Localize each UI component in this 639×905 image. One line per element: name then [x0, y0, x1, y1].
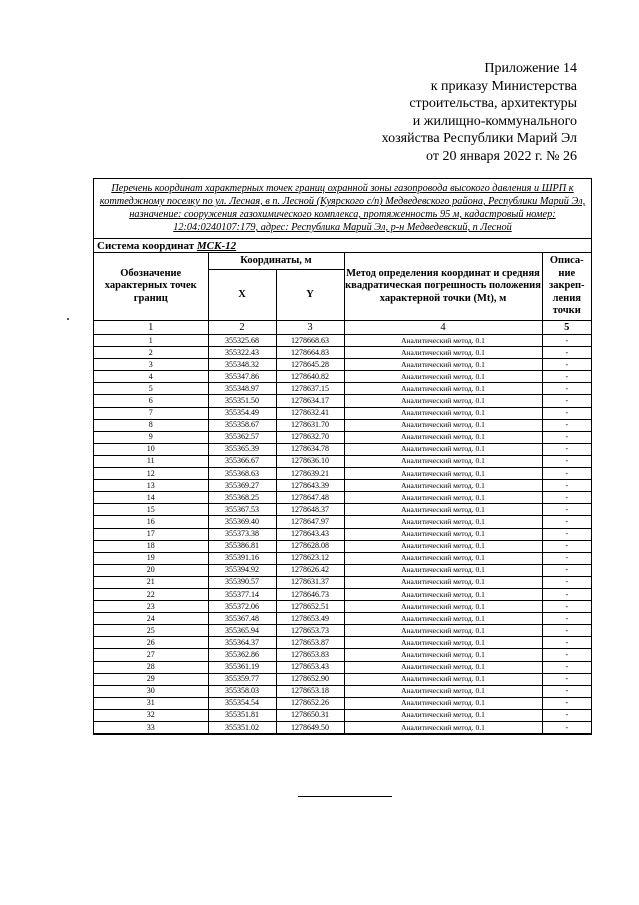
x-coordinate-cell: 355362.86 [208, 649, 276, 661]
y-coordinate-cell: 1278664.83 [276, 347, 344, 359]
method-cell: Аналитический метод. 0.1 [344, 359, 542, 371]
y-coordinate-cell: 1278668.63 [276, 335, 344, 347]
point-number-cell: 10 [94, 443, 208, 455]
column-number-row [94, 321, 591, 335]
table-row [94, 347, 591, 359]
y-coordinate-cell: 1278632.41 [276, 407, 344, 419]
x-coordinate-cell: 355359.77 [208, 673, 276, 685]
x-coordinate-cell: 355322.43 [208, 347, 276, 359]
y-coordinate-cell: 1278631.70 [276, 419, 344, 431]
table-body [94, 335, 591, 734]
point-number-cell: 6 [94, 395, 208, 407]
point-number-cell: 24 [94, 613, 208, 625]
point-number-cell: 3 [94, 359, 208, 371]
method-cell: Аналитический метод. 0.1 [344, 697, 542, 709]
y-coordinate-cell: 1278653.49 [276, 613, 344, 625]
fixing-cell: - [542, 576, 591, 588]
y-coordinate-cell: 1278640.82 [276, 371, 344, 383]
header-row-1 [94, 253, 591, 270]
point-number-cell: 28 [94, 661, 208, 673]
table-row [94, 443, 591, 455]
fixing-cell: - [542, 492, 591, 504]
fixing-cell: - [542, 613, 591, 625]
point-number-cell: 27 [94, 649, 208, 661]
point-number-cell: 1 [94, 335, 208, 347]
method-cell: Аналитический метод. 0.1 [344, 347, 542, 359]
coordinates-table [94, 239, 591, 734]
point-number-cell: 5 [94, 383, 208, 395]
x-coordinate-cell: 355369.27 [208, 480, 276, 492]
fixing-cell: - [542, 685, 591, 697]
scan-dot [67, 318, 69, 320]
x-coordinate-cell: 355394.92 [208, 564, 276, 576]
fixing-cell: - [542, 516, 591, 528]
x-coordinate-cell: 355351.50 [208, 395, 276, 407]
y-coordinate-cell: 1278634.78 [276, 443, 344, 455]
point-number-cell: 29 [94, 673, 208, 685]
coordinate-system-row [94, 239, 591, 253]
table-row [94, 637, 591, 649]
y-coordinate-cell: 1278649.50 [276, 722, 344, 734]
table-row [94, 359, 591, 371]
y-coordinate-cell: 1278653.73 [276, 625, 344, 637]
appendix-line: к приказу Министерства [430, 78, 577, 94]
y-coordinate-cell: 1278652.26 [276, 697, 344, 709]
column-number: 2 [208, 321, 276, 335]
appendix-line: Приложение 14 [484, 61, 577, 76]
coordinate-system-label: Система координат [97, 239, 197, 252]
method-cell: Аналитический метод. 0.1 [344, 335, 542, 347]
table-row [94, 419, 591, 431]
table-row [94, 468, 591, 480]
y-coordinate-cell: 1278647.97 [276, 516, 344, 528]
y-coordinate-cell: 1278623.12 [276, 552, 344, 564]
y-coordinate-cell: 1278626.42 [276, 564, 344, 576]
method-cell: Аналитический метод. 0.1 [344, 625, 542, 637]
coordinate-system-cell [94, 239, 591, 253]
method-cell: Аналитический метод. 0.1 [344, 504, 542, 516]
point-number-cell: 30 [94, 685, 208, 697]
method-cell: Аналитический метод. 0.1 [344, 673, 542, 685]
fixing-cell: - [542, 419, 591, 431]
method-cell: Аналитический метод. 0.1 [344, 661, 542, 673]
method-cell: Аналитический метод. 0.1 [344, 492, 542, 504]
fixing-cell: - [542, 407, 591, 419]
x-coordinate-cell: 355372.06 [208, 601, 276, 613]
column-number: 4 [344, 321, 542, 335]
x-coordinate-cell: 355365.39 [208, 443, 276, 455]
fixing-cell: - [542, 625, 591, 637]
table-row [94, 709, 591, 721]
appendix-line: хозяйства Республики Марий Эл [381, 131, 577, 146]
table-row [94, 540, 591, 552]
fixing-cell: - [542, 673, 591, 685]
table-row [94, 673, 591, 685]
column-number: 1 [94, 321, 208, 335]
fixing-cell: - [542, 709, 591, 721]
point-number-cell: 31 [94, 697, 208, 709]
method-cell: Аналитический метод. 0.1 [344, 419, 542, 431]
point-number-cell: 19 [94, 552, 208, 564]
method-cell: Аналитический метод. 0.1 [344, 528, 542, 540]
point-number-cell: 14 [94, 492, 208, 504]
method-cell: Аналитический метод. 0.1 [344, 540, 542, 552]
method-cell: Аналитический метод. 0.1 [344, 407, 542, 419]
fixing-cell: - [542, 601, 591, 613]
x-coordinate-cell: 355367.53 [208, 504, 276, 516]
appendix-line: и жилищно-коммунального [412, 113, 577, 129]
table-row [94, 492, 591, 504]
y-coordinate-cell: 1278636.10 [276, 455, 344, 467]
method-cell: Аналитический метод. 0.1 [344, 468, 542, 480]
appendix-line: от 20 января 2022 г. № 26 [426, 148, 577, 164]
method-cell: Аналитический метод. 0.1 [344, 613, 542, 625]
table-row [94, 564, 591, 576]
column-number: 3 [276, 321, 344, 335]
fixing-cell: - [542, 637, 591, 649]
point-number-cell: 7 [94, 407, 208, 419]
point-number-cell: 12 [94, 468, 208, 480]
point-number-cell: 8 [94, 419, 208, 431]
point-number-cell: 17 [94, 528, 208, 540]
method-cell: Аналитический метод. 0.1 [344, 576, 542, 588]
x-coordinate-cell: 355362.57 [208, 431, 276, 443]
fixing-cell: - [542, 395, 591, 407]
coordinate-system-value: МСК-12 [196, 239, 237, 252]
point-number-cell: 20 [94, 564, 208, 576]
fixing-cell: - [542, 540, 591, 552]
x-coordinate-cell: 355373.38 [208, 528, 276, 540]
fixing-cell: - [542, 371, 591, 383]
table-row [94, 722, 591, 734]
fixing-cell: - [542, 468, 591, 480]
method-cell: Аналитический метод. 0.1 [344, 383, 542, 395]
x-coordinate-cell: 355391.16 [208, 552, 276, 564]
fixing-cell: - [542, 649, 591, 661]
header-y: Y [276, 270, 344, 321]
header-point: Обозначение характерных точек границ [94, 253, 208, 321]
x-coordinate-cell: 355351.81 [208, 709, 276, 721]
table-row [94, 480, 591, 492]
y-coordinate-cell: 1278653.18 [276, 685, 344, 697]
y-coordinate-cell: 1278650.31 [276, 709, 344, 721]
method-cell: Аналитический метод. 0.1 [344, 455, 542, 467]
method-cell: Аналитический метод. 0.1 [344, 722, 542, 734]
header-fixing: Описа-ние закреп-ления точки [542, 253, 591, 321]
point-number-cell: 23 [94, 601, 208, 613]
fixing-cell: - [542, 552, 591, 564]
appendix-line: строительства, архитектуры [409, 96, 577, 111]
y-coordinate-cell: 1278648.37 [276, 504, 344, 516]
fixing-cell: - [542, 443, 591, 455]
x-coordinate-cell: 355365.94 [208, 625, 276, 637]
method-cell: Аналитический метод. 0.1 [344, 564, 542, 576]
x-coordinate-cell: 355377.14 [208, 588, 276, 600]
fixing-cell: - [542, 359, 591, 371]
y-coordinate-cell: 1278647.48 [276, 492, 344, 504]
point-number-cell: 25 [94, 625, 208, 637]
table-row [94, 649, 591, 661]
point-number-cell: 15 [94, 504, 208, 516]
method-cell: Аналитический метод. 0.1 [344, 552, 542, 564]
table-row [94, 697, 591, 709]
x-coordinate-cell: 355368.25 [208, 492, 276, 504]
y-coordinate-cell: 1278653.43 [276, 661, 344, 673]
x-coordinate-cell: 355386.81 [208, 540, 276, 552]
x-coordinate-cell: 355325.68 [208, 335, 276, 347]
fixing-cell: - [542, 588, 591, 600]
point-number-cell: 21 [94, 576, 208, 588]
y-coordinate-cell: 1278628.08 [276, 540, 344, 552]
x-coordinate-cell: 355361.19 [208, 661, 276, 673]
fixing-cell: - [542, 455, 591, 467]
y-coordinate-cell: 1278652.90 [276, 673, 344, 685]
point-number-cell: 2 [94, 347, 208, 359]
method-cell: Аналитический метод. 0.1 [344, 395, 542, 407]
y-coordinate-cell: 1278637.15 [276, 383, 344, 395]
method-cell: Аналитический метод. 0.1 [344, 649, 542, 661]
method-cell: Аналитический метод. 0.1 [344, 516, 542, 528]
point-number-cell: 4 [94, 371, 208, 383]
point-number-cell: 26 [94, 637, 208, 649]
point-number-cell: 16 [94, 516, 208, 528]
table-row [94, 685, 591, 697]
y-coordinate-cell: 1278645.28 [276, 359, 344, 371]
method-cell: Аналитический метод. 0.1 [344, 601, 542, 613]
column-number: 5 [542, 321, 591, 335]
header-x: X [208, 270, 276, 321]
method-cell: Аналитический метод. 0.1 [344, 637, 542, 649]
fixing-cell: - [542, 335, 591, 347]
fixing-cell: - [542, 697, 591, 709]
method-cell: Аналитический метод. 0.1 [344, 480, 542, 492]
coordinates-document [93, 178, 592, 735]
x-coordinate-cell: 355354.49 [208, 407, 276, 419]
table-row [94, 625, 591, 637]
point-number-cell: 18 [94, 540, 208, 552]
y-coordinate-cell: 1278631.37 [276, 576, 344, 588]
method-cell: Аналитический метод. 0.1 [344, 443, 542, 455]
header-coordinates: Координаты, м [208, 253, 344, 270]
y-coordinate-cell: 1278653.87 [276, 637, 344, 649]
y-coordinate-cell: 1278646.73 [276, 588, 344, 600]
x-coordinate-cell: 355367.48 [208, 613, 276, 625]
method-cell: Аналитический метод. 0.1 [344, 685, 542, 697]
x-coordinate-cell: 355354.54 [208, 697, 276, 709]
y-coordinate-cell: 1278653.83 [276, 649, 344, 661]
fixing-cell: - [542, 528, 591, 540]
method-cell: Аналитический метод. 0.1 [344, 709, 542, 721]
fixing-cell: - [542, 661, 591, 673]
y-coordinate-cell: 1278632.70 [276, 431, 344, 443]
fixing-cell: - [542, 504, 591, 516]
table-row [94, 552, 591, 564]
method-cell: Аналитический метод. 0.1 [344, 588, 542, 600]
fixing-cell: - [542, 722, 591, 734]
fixing-cell: - [542, 383, 591, 395]
y-coordinate-cell: 1278634.17 [276, 395, 344, 407]
table-row [94, 588, 591, 600]
x-coordinate-cell: 355368.63 [208, 468, 276, 480]
table-row [94, 661, 591, 673]
x-coordinate-cell: 355358.67 [208, 419, 276, 431]
table-row [94, 516, 591, 528]
table-row [94, 601, 591, 613]
x-coordinate-cell: 355369.40 [208, 516, 276, 528]
x-coordinate-cell: 355348.97 [208, 383, 276, 395]
method-cell: Аналитический метод. 0.1 [344, 431, 542, 443]
fixing-cell: - [542, 564, 591, 576]
table-row [94, 383, 591, 395]
table-row [94, 371, 591, 383]
table-row [94, 335, 591, 347]
table-row [94, 613, 591, 625]
table-row [94, 455, 591, 467]
y-coordinate-cell: 1278652.51 [276, 601, 344, 613]
point-number-cell: 9 [94, 431, 208, 443]
document-title: Перечень координат характерных точек границ охранной зоны газопровода высокого давления и ШРП к коттеджному поселку по ул. Лесная, в п. Лесной (Куярского с/п) Медведевского района, Республики Марий Эл, назначение: сооружения газохимического комплекса, протяженность 95 м, кадастровый номер: 12:04:0240107:179, адрес: Республика Марий Эл, р-н Медведевский, п Лесной [94, 179, 591, 239]
point-number-cell: 13 [94, 480, 208, 492]
point-number-cell: 11 [94, 455, 208, 467]
point-number-cell: 32 [94, 709, 208, 721]
appendix-header [317, 60, 577, 165]
x-coordinate-cell: 355347.86 [208, 371, 276, 383]
table-row [94, 395, 591, 407]
table-row [94, 407, 591, 419]
fixing-cell: - [542, 347, 591, 359]
table-row [94, 576, 591, 588]
fixing-cell: - [542, 480, 591, 492]
y-coordinate-cell: 1278643.43 [276, 528, 344, 540]
fixing-cell: - [542, 431, 591, 443]
x-coordinate-cell: 355348.32 [208, 359, 276, 371]
point-number-cell: 33 [94, 722, 208, 734]
table-row [94, 504, 591, 516]
x-coordinate-cell: 355366.67 [208, 455, 276, 467]
header-method: Метод определения координат и средняя квадратическая погрешность положения характерной точки (Mt), м [344, 253, 542, 321]
x-coordinate-cell: 355390.57 [208, 576, 276, 588]
table-row [94, 528, 591, 540]
x-coordinate-cell: 355351.02 [208, 722, 276, 734]
point-number-cell: 22 [94, 588, 208, 600]
x-coordinate-cell: 355358.03 [208, 685, 276, 697]
y-coordinate-cell: 1278639.21 [276, 468, 344, 480]
x-coordinate-cell: 355364.37 [208, 637, 276, 649]
method-cell: Аналитический метод. 0.1 [344, 371, 542, 383]
table-row [94, 431, 591, 443]
end-rule [298, 796, 392, 797]
y-coordinate-cell: 1278643.39 [276, 480, 344, 492]
